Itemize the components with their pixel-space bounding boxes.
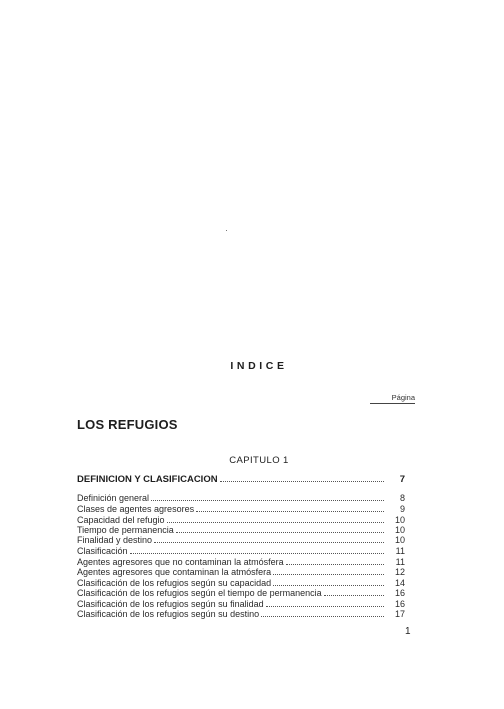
- page-column-rule: [370, 403, 415, 404]
- dot-leader: [220, 481, 384, 482]
- toc-entry: [77, 609, 405, 619]
- index-heading: INDICE: [230, 360, 288, 372]
- toc-entry: [77, 599, 405, 609]
- dot-leader: [151, 500, 384, 501]
- toc-entry: [77, 546, 405, 556]
- chapter-heading-label: DEFINICION Y CLASIFICACION: [77, 474, 218, 485]
- toc-entry-label: Tiempo de permanencia: [77, 525, 174, 535]
- toc-entry-page: 16: [394, 599, 405, 609]
- toc-entry: [77, 515, 405, 525]
- toc-entry-label: Clasificación de los refugios según su capacidad: [77, 578, 272, 588]
- toc-entry: [77, 567, 405, 577]
- dot-leader: [273, 574, 384, 575]
- toc-entry-page: 16: [394, 588, 405, 598]
- toc-entry-label: Clases de agentes agresores: [77, 504, 195, 514]
- chapter-heading-row: [77, 474, 405, 485]
- chapter-heading-page: 7: [399, 474, 405, 485]
- dot-leader: [286, 564, 384, 565]
- toc-entry: [77, 578, 405, 588]
- toc-entry-label: Finalidad y destino: [77, 535, 153, 545]
- toc-entry-label: Clasificación de los refugios según su finalidad: [77, 599, 264, 609]
- dot-leader: [261, 616, 384, 617]
- dot-leader: [266, 606, 384, 607]
- dot-leader: [176, 532, 384, 533]
- dot-leader: [324, 595, 384, 596]
- toc-entry-page: 12: [394, 567, 405, 577]
- section-title: LOS REFUGIOS: [77, 417, 178, 432]
- toc-entry: [77, 493, 405, 503]
- dot-leader: [196, 511, 384, 512]
- scan-speck: [226, 230, 227, 231]
- toc-entry-page: 14: [394, 578, 405, 588]
- toc-entry-page: 8: [399, 493, 405, 503]
- chapter-label: CAPITULO 1: [229, 455, 289, 466]
- toc-entry-page: 10: [394, 535, 405, 545]
- toc-entry-page: 17: [394, 609, 405, 619]
- page-number: 1: [405, 626, 411, 637]
- dot-leader: [273, 585, 384, 586]
- toc-entry-page: 10: [394, 515, 405, 525]
- toc-entry-label: Clasificación de los refugios según el tiempo de permanencia: [77, 588, 322, 598]
- toc-entry: [77, 504, 405, 514]
- toc-entry-page: 9: [399, 504, 405, 514]
- dot-leader: [167, 522, 384, 523]
- toc-entry: [77, 588, 405, 598]
- toc-entry-label: Agentes agresores que contaminan la atmósfera: [77, 567, 272, 577]
- dot-leader: [154, 542, 384, 543]
- toc-entry-label: Agentes agresores que no contaminan la atmósfera: [77, 557, 284, 567]
- toc-entry: [77, 557, 405, 567]
- toc-entry-page: 10: [394, 525, 405, 535]
- toc-entry: [77, 535, 405, 545]
- page-column-label: Página: [391, 393, 415, 402]
- toc-entry-label: Capacidad del refugio: [77, 515, 165, 525]
- toc-entry-label: Definición general: [77, 493, 150, 503]
- toc-entry: [77, 525, 405, 535]
- toc-entry-page: 11: [395, 557, 405, 567]
- toc-entry-page: 11: [395, 546, 405, 556]
- dot-leader: [130, 553, 384, 554]
- toc-entry-label: Clasificación de los refugios según su destino: [77, 609, 260, 619]
- toc-entry-label: Clasificación: [77, 546, 128, 556]
